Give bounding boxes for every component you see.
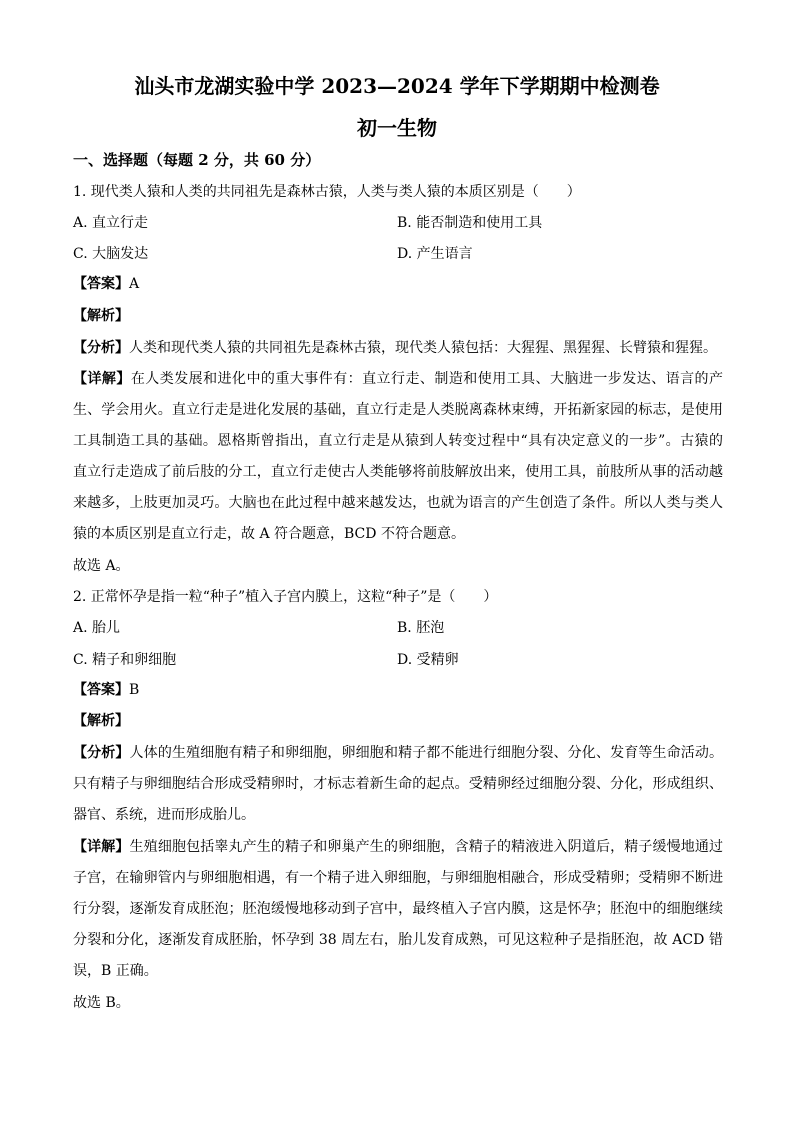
answer-value: B	[129, 682, 140, 698]
q2-option-d: D. 受精卵	[397, 652, 459, 668]
q2-analysis-line	[73, 743, 723, 763]
q1-detail-line: 生、学会用火。直立行走是进化发展的基础，直立行走是人类脱离森林束缚，开拓新家园的标志，是使用	[73, 402, 723, 418]
page-subtitle: 初一生物	[357, 116, 437, 140]
q2-conclusion: 故选 B。	[73, 995, 130, 1011]
q1-detail-line: 猿的本质区别是直立行走，故 A 符合题意，BCD 不符合题意。	[73, 526, 465, 542]
detail-text: 在人类发展和进化中的重大事件有：直立行走、制造和使用工具、大脑进一步发达、语言的产	[130, 371, 724, 387]
q2-analysis-line: 只有精子与卵细胞结合形成受精卵时，才标志着新生命的起点。受精卵经过细胞分裂、分化，形成组织、	[73, 776, 723, 792]
q2-analysis-line: 器官、系统，进而形成胎儿。	[73, 807, 255, 823]
analysis-text: 人类和现代类人猿的共同祖先是森林古猿，现代类人猿包括：大猩猩、黑猩猩、长臂猿和猩猩。	[129, 340, 717, 356]
q2-detail-line: 误，B 正确。	[73, 963, 158, 979]
q1-explain-heading	[73, 306, 723, 326]
q1-detail-line: 来越多，上肢更加灵巧。大脑也在此过程中越来越发达，也就为语言的产生创造了条件。所以人类与类人	[73, 495, 723, 511]
q1-analysis	[73, 338, 723, 358]
q2-answer	[73, 680, 723, 700]
explain-tag: 【解析】	[73, 713, 129, 729]
q1-option-a: A. 直立行走	[73, 215, 149, 231]
analysis-tag: 【分析】	[73, 745, 130, 761]
q1-conclusion: 故选 A。	[73, 558, 130, 574]
q1-detail-line: 工具制造工具的基础。恩格斯曾指出，直立行走是从猿到人转变过程中“具有决定意义的一步”。古猿的	[73, 433, 723, 449]
q1-detail-line	[73, 369, 723, 389]
q1-answer	[73, 274, 723, 294]
q2-option-c: C. 精子和卵细胞	[73, 652, 177, 668]
q1-option-c: C. 大脑发达	[73, 246, 149, 262]
q2-detail-line: 行分裂，逐渐发育成胚泡；胚泡缓慢地移动到子宫中，最终植入子宫内膜，这是怀孕；胚泡中的细胞继续	[73, 901, 723, 917]
analysis-tag: 【分析】	[73, 340, 129, 356]
q2-option-b: B. 胚泡	[397, 620, 445, 636]
q1-option-b: B. 能否制造和使用工具	[397, 215, 543, 231]
q2-explain-heading	[73, 711, 723, 731]
answer-tag: 【答案】	[73, 276, 129, 292]
analysis-text: 人体的生殖细胞有精子和卵细胞，卵细胞和精子都不能进行细胞分裂、分化、发育等生命活动。	[129, 745, 724, 761]
q2-option-a: A. 胎儿	[73, 620, 121, 636]
answer-tag: 【答案】	[73, 682, 129, 698]
explain-tag: 【解析】	[73, 308, 129, 324]
q1-detail-line: 直立行走造成了前后肢的分工，直立行走使古人类能够将前肢解放出来，使用工具，前肢所从事的活动越	[73, 464, 723, 480]
detail-tag: 【详解】	[73, 371, 131, 387]
question-2-stem: 2. 正常怀孕是指一粒“种子”植入子宫内膜上，这粒“种子”是（ ）	[73, 589, 498, 605]
q2-detail-line: 子宫，在输卵管内与卵细胞相遇，有一个精子进入卵细胞，与卵细胞相融合，形成受精卵；受精卵不断进	[73, 870, 723, 886]
q2-detail-line	[73, 837, 723, 857]
q2-detail-line: 分裂和分化，逐渐发育成胚胎，怀孕到 38 周左右，胎儿发育成熟，可见这粒种子是指胚泡，故 ACD 错	[73, 932, 723, 948]
q1-option-d: D. 产生语言	[397, 246, 473, 262]
question-1-stem: 1. 现代类人猿和人类的共同祖先是森林古猿，人类与类人猿的本质区别是（ ）	[73, 184, 581, 200]
answer-value: A	[129, 276, 140, 292]
page-title: 汕头市龙湖实验中学 2023—2024 学年下学期期中检测卷	[134, 74, 660, 98]
detail-text: 生殖细胞包括睾丸产生的精子和卵巢产生的卵细胞，含精子的精液进入阴道后，精子缓慢地通过	[129, 839, 724, 855]
section-heading: 一、选择题（每题 2 分，共 60 分）	[73, 151, 321, 169]
detail-tag: 【详解】	[73, 839, 130, 855]
